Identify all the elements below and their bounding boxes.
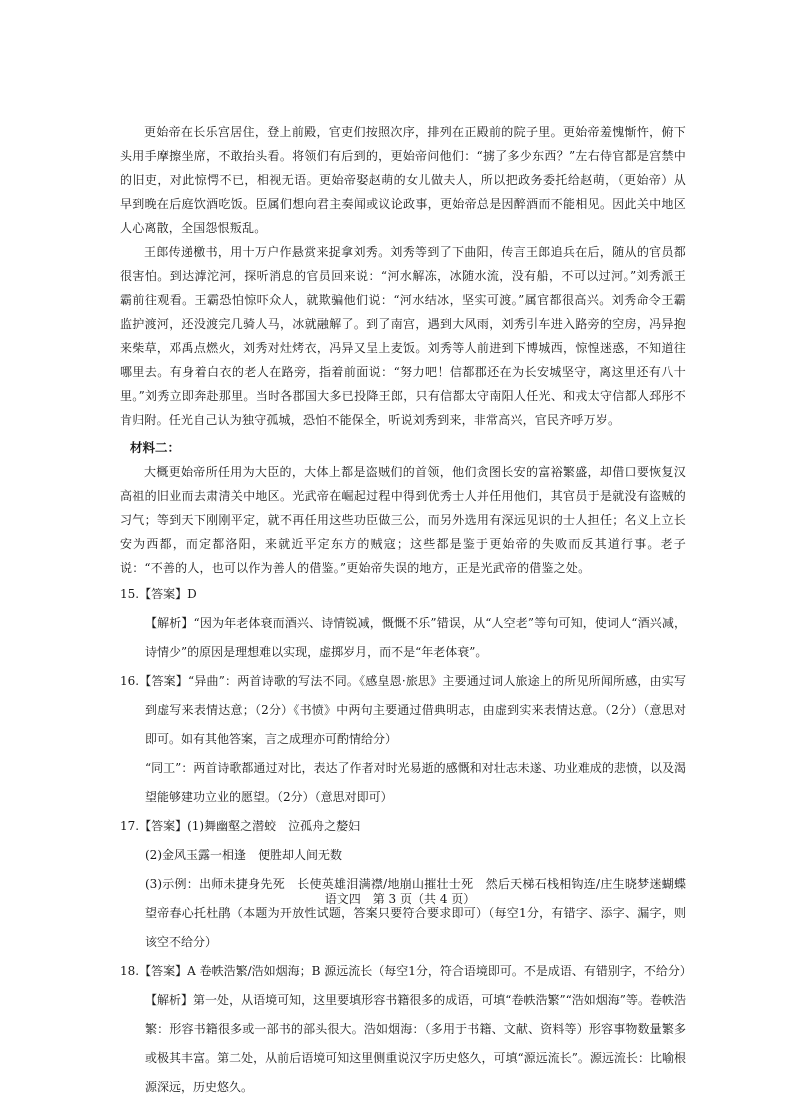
page-footer: 语文四 第 3 页（共 4 页）: [324, 892, 476, 906]
translation-paragraph-3: 大概更始帝所任用为大臣的，大体上都是盗贼们的首领，他们贪图长安的富裕繁盛，却借口要恢复汉高祖的旧业而去肃清关中地区。光武帝在崛起过程中得到优秀士人并任用他们，其官员于是就没有盗贼的习气；等到天下刚刚平定，就不再任用这些功臣做三公，而另外选用有深远见识的士人担任；名义上立长安为西都，而定都洛阳，来就近平定东方的贼寇；这些都是鉴于更始帝的失败而反其道行事。老子说：“不善的人，也可以作为善人的借鉴。”更始帝失误的地方，正是光武帝的借鉴之处。: [120, 465, 686, 575]
answer-16: 16.【答案】“异曲”：两首诗歌的写法不同。《感皇恩·旅思》主要通过词人旅途上的所见所闻所感，由实写到虚写来表情达意；（2分）《书愤》中两句主要通过借典明志，由虚到实来表情达意。（2分）（意思对即可。如有其他答案，言之成理亦可酌情给分）: [120, 674, 686, 746]
answer-17-part-3: (3)示例：出师未捷身先死 长使英雄泪满襟/地崩山摧壮士死 然后天梯石栈相钩连/庄生晓梦迷蝴蝶 望帝春心托杜鹃（本题为开放性试题，答案只要符合要求即可）（每空1分，有错字、添字、漏字，则该空不给分）: [145, 877, 699, 949]
material-two-heading: 材料二：: [130, 440, 181, 455]
answer-17-part-1: 17.【答案】(1)舞幽壑之潜蛟 泣孤舟之嫠妇: [120, 819, 361, 833]
analysis-15: 【解析】“因为年老体衰而酒兴、诗情锐减，慨慨不乐”错误，从“人空老”等句可知，使词人“酒兴减，诗情少”的原因是理想难以实现，虚掷岁月，而不是“年老体衰”。: [145, 616, 686, 659]
translation-paragraph-2: 王郎传递檄书，用十万户作悬赏来捉拿刘秀。刘秀等到了下曲阳，传言王郎追兵在后，随从的官员都很害怕。到达滹沱河，探听消息的官员回来说：“河水解冻，冰随水流，没有船，不可以过河。”刘秀派王霸前往观看。王霸恐怕惊吓众人，就欺骗他们说：“河水结冰，坚实可渡。”属官都很高兴。刘秀命令王霸监护渡河，还没渡完几骑人马，冰就融解了。到了南宫，遇到大风雨，刘秀引车进入路旁的空房，冯异抱来柴草，邓禹点燃火，刘秀对灶烤衣，冯异又呈上麦饭。刘秀等人前进到下博城西，惊惶迷惑，不知道往哪里去。有身着白衣的老人在路旁，指着前面说：“努力吧！信都郡还在为长安城坚守，离这里还有八十里。”刘秀立即奔赴那里。当时各郡国大多已投降王郎，只有信都太守南阳人任光、和戎太守信都人邳彤不肯归附。任光自己认为独守孤城，恐怕不能保全，听说刘秀到来，非常高兴，官民齐呼万岁。: [120, 245, 686, 427]
answer-18: 18.【答案】A 卷帙浩繁/浩如烟海；B 源远流长（每空1分，符合语境即可。不是成语、有错别字，不给分）: [120, 964, 692, 978]
analysis-18: 【解析】第一处，从语境可知，这里要填形容书籍很多的成语，可填“卷帙浩繁”“浩如烟海”等。卷帙浩繁：形容书籍很多或一部书的部头很大。浩如烟海：（多用于书籍、文献、资料等）形容事物数量繁多或极其丰富。第二处，从前后语境可知这里侧重说汉字历史悠久，可填“源远流长”。源远流长：比喻根源深远，历史悠久。: [145, 993, 686, 1094]
answer-15: 15.【答案】D: [120, 587, 197, 601]
answer-16-continued: “同工”：两首诗歌都通过对比，表达了作者对时光易逝的感慨和对壮志未遂、功业难成的悲愤，以及渴望能够建功立业的愿望。（2分）（意思对即可）: [145, 761, 686, 804]
page-content: [120, 120, 699, 1102]
translation-paragraph-1: 更始帝在长乐宫居住，登上前殿，官吏们按照次序，排列在正殿前的院子里。更始帝羞愧惭忤，俯下头用手摩擦坐席，不敢抬头看。将领们有后到的，更始帝问他们：“掳了多少东西？”左右侍官都是宫禁中的旧吏，对此惊愕不已，相视无语。更始帝娶赵萌的女儿做夫人，所以把政务委托给赵萌，（更始帝）从早到晚在后庭饮酒吃饭。臣属们想向君主奏闻或议论政事，更始帝总是因醉酒而不能相见。因此关中地区人心离散，全国怨恨叛乱。: [120, 125, 686, 235]
answer-17-part-2: (2)金风玉露一相逢 便胜却人间无数: [145, 848, 342, 862]
